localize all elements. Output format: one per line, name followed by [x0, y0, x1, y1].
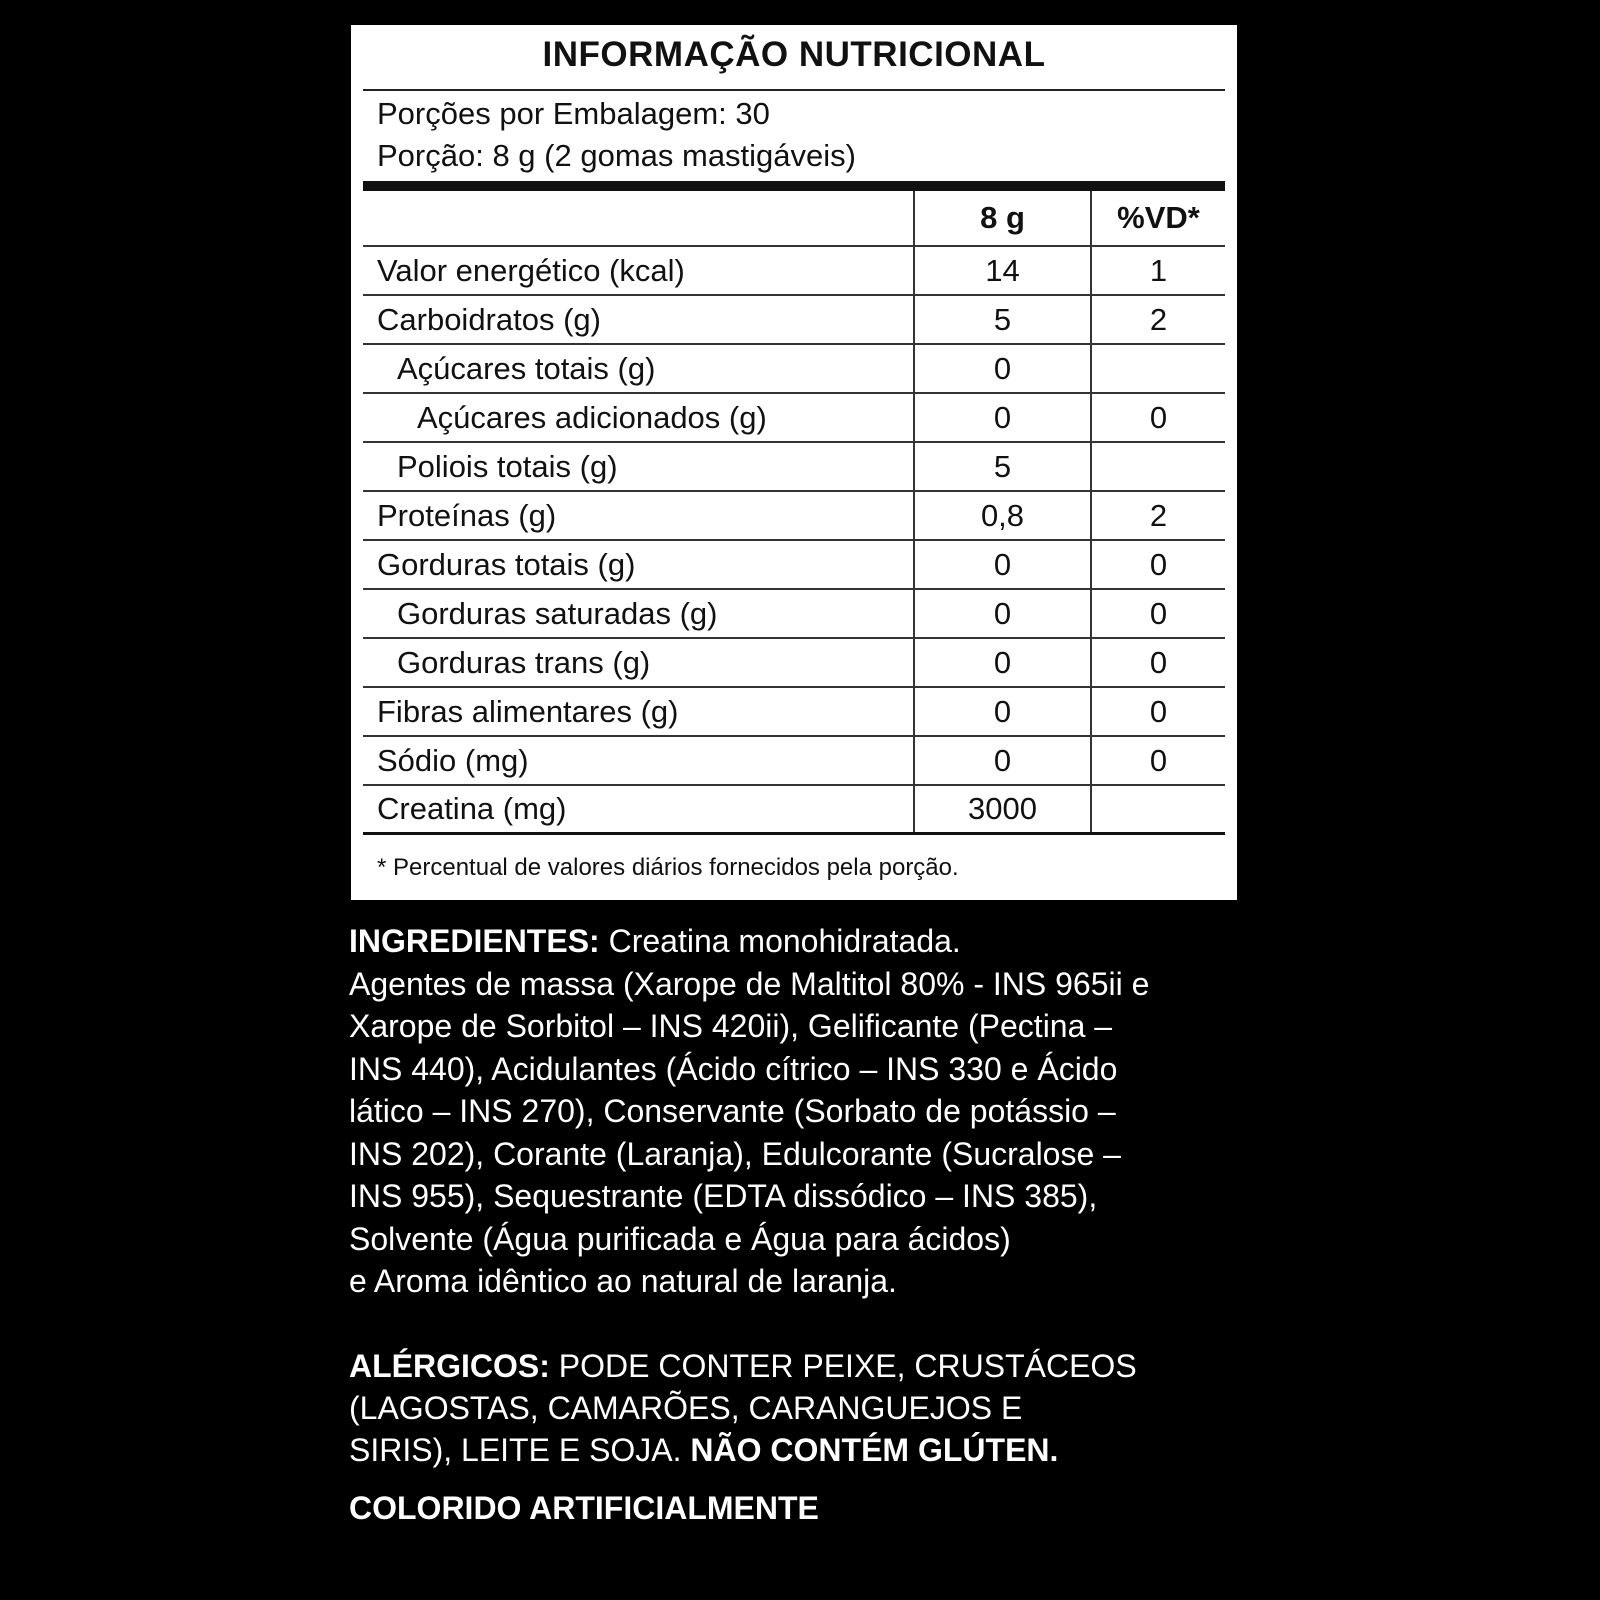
nutrient-name: Valor energético (kcal) [377, 252, 685, 288]
table-header-row [363, 191, 1225, 247]
nutrient-amount: 5 [913, 443, 1090, 490]
nutrient-amount: 3000 [913, 786, 1090, 832]
nutrient-amount: 0 [913, 688, 1090, 735]
allergens-line [349, 1345, 1249, 1387]
nutrient-vd: 2 [1090, 492, 1225, 539]
table-row [363, 345, 1225, 394]
allergens-text: SIRIS), LEITE E SOJA. [349, 1432, 691, 1468]
ingredients-text: Creatina monohidratada. [599, 923, 961, 959]
nutrient-name: Carboidratos (g) [377, 301, 601, 337]
ingredients-line: e Aroma idêntico ao natural de laranja. [349, 1263, 897, 1299]
nutrient-vd: 2 [1090, 296, 1225, 343]
ingredients-line: Agentes de massa (Xarope de Maltitol 80% - INS 965ii e [349, 965, 1150, 1002]
table-row [363, 786, 1225, 835]
nutrient-vd: 0 [1090, 688, 1225, 735]
nutrient-name: Açúcares totais (g) [397, 350, 656, 386]
serving-info [377, 93, 856, 177]
header-amount-cell: 8 g [913, 191, 1090, 245]
nutrient-name: Fibras alimentares (g) [377, 693, 679, 729]
header-name-cell [363, 191, 913, 245]
nutrition-facts-label [351, 25, 1237, 900]
nutrient-name: Proteínas (g) [377, 497, 557, 533]
footnote: * Percentual de valores diários fornecidos pela porção. [377, 854, 959, 881]
nutrient-name: Gorduras saturadas (g) [397, 595, 718, 631]
table-row [363, 639, 1225, 688]
ingredients-section [349, 920, 1249, 1303]
nutrient-name: Poliois totais (g) [397, 448, 618, 484]
nutrient-vd [1090, 786, 1225, 832]
gluten-notice: NÃO CONTÉM GLÚTEN. [690, 1432, 1059, 1468]
nutrient-amount: 0 [913, 345, 1090, 392]
nutrition-table [363, 191, 1225, 835]
divider [363, 89, 1225, 91]
nutrient-name: Sódio (mg) [377, 742, 529, 778]
nutrient-amount: 0 [913, 541, 1090, 588]
serving-size: Porção: 8 g (2 gomas mastigáveis) [377, 138, 856, 173]
ingredients-line: lático – INS 270), Conservante (Sorbato de potássio – [349, 1093, 1116, 1129]
nutrient-name: Gorduras trans (g) [397, 644, 651, 680]
nutrient-amount: 0 [913, 394, 1090, 441]
nutrient-amount: 14 [913, 247, 1090, 294]
allergens-section [349, 1345, 1249, 1471]
table-row [363, 296, 1225, 345]
nutrient-vd [1090, 443, 1225, 490]
nutrient-vd: 0 [1090, 639, 1225, 686]
nutrient-vd: 1 [1090, 247, 1225, 294]
table-row [363, 590, 1225, 639]
header-vd-cell: %VD* [1090, 191, 1225, 245]
ingredients-line: Solvente (Água purificada e Água para ácidos) [349, 1220, 1011, 1257]
nutrient-vd: 0 [1090, 737, 1225, 784]
label-title: INFORMAÇÃO NUTRICIONAL [542, 35, 1046, 74]
nutrient-name: Açúcares adicionados (g) [417, 399, 767, 435]
nutrient-amount: 0 [913, 639, 1090, 686]
table-row [363, 394, 1225, 443]
thick-divider [363, 181, 1225, 191]
allergens-line [349, 1429, 1249, 1471]
allergens-heading: ALÉRGICOS: [349, 1348, 550, 1384]
nutrient-name: Creatina (mg) [377, 791, 567, 826]
ingredients-line: Xarope de Sorbitol – INS 420ii), Gelificante (Pectina – [349, 1008, 1113, 1044]
ingredients-first-line [349, 920, 1249, 963]
allergens-line: (LAGOSTAS, CAMARÕES, CARANGUEJOS E [349, 1390, 1023, 1426]
nutrient-amount: 5 [913, 296, 1090, 343]
artificial-color-notice: COLORIDO ARTIFICIALMENTE [349, 1490, 819, 1526]
nutrient-amount: 0 [913, 590, 1090, 637]
nutrient-vd: 0 [1090, 590, 1225, 637]
table-row [363, 541, 1225, 590]
allergens-text: PODE CONTER PEIXE, CRUSTÁCEOS [549, 1348, 1137, 1384]
nutrient-amount: 0 [913, 737, 1090, 784]
nutrient-vd: 0 [1090, 394, 1225, 441]
table-row [363, 688, 1225, 737]
nutrient-vd [1090, 345, 1225, 392]
nutrient-amount: 0,8 [913, 492, 1090, 539]
table-row [363, 247, 1225, 296]
nutrient-vd: 0 [1090, 541, 1225, 588]
servings-per-package: Porções por Embalagem: 30 [377, 96, 770, 131]
table-row [363, 737, 1225, 786]
table-row [363, 492, 1225, 541]
ingredients-heading: INGREDIENTES: [349, 923, 600, 959]
nutrient-name: Gorduras totais (g) [377, 546, 636, 582]
ingredients-line: INS 955), Sequestrante (EDTA dissódico – INS 385), [349, 1178, 1098, 1214]
ingredients-line: INS 202), Corante (Laranja), Edulcorante (Sucralose – [349, 1135, 1121, 1172]
table-row [363, 443, 1225, 492]
ingredients-line: INS 440), Acidulantes (Ácido cítrico – INS 330 e Ácido [349, 1050, 1118, 1087]
